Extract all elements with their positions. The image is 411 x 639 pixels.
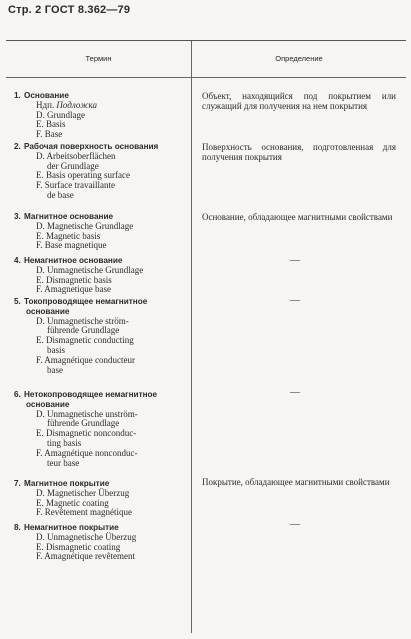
term-entry-2	[14, 142, 188, 201]
definition-8: —	[290, 519, 300, 530]
column-header-term: Термин	[85, 54, 112, 63]
definition-7: Покрытие, обладающее магнитными свойствами	[202, 477, 390, 487]
synonym-prefix: Ндп.	[36, 99, 55, 110]
translation-de: D. Unmagnetische Grundlage	[36, 264, 144, 275]
definition-6: —	[290, 387, 300, 398]
term-entry-7	[14, 479, 188, 518]
term-number: 8.	[14, 523, 21, 532]
translation-de-cont: führende Grundlage	[47, 325, 120, 336]
translation-fr: F. Amagnétique nonconduc-	[36, 447, 138, 458]
translation-en: E. Magnetic coating	[36, 497, 109, 508]
translation-en: E. Dismagnetic basis	[36, 274, 112, 285]
definition-1: Объект, находящийся под покрытием или служащий для получения на нем покрытия	[202, 91, 396, 111]
column-header-definition: Определение	[275, 54, 323, 63]
translation-fr-cont: base	[47, 364, 63, 375]
translation-en: E. Dismagnetic conducting	[36, 335, 134, 346]
term-number: 6.	[14, 390, 21, 399]
terms-table	[6, 40, 406, 633]
translation-fr-cont: teur base	[47, 457, 80, 468]
term-number: 2.	[14, 142, 21, 151]
term-number: 7.	[14, 479, 21, 488]
translation-en: E. Basis	[36, 119, 66, 130]
term-number: 1.	[14, 91, 21, 100]
term-name: Магнитное покрытие	[24, 479, 110, 488]
translation-fr: F. Amagnetique base	[36, 284, 112, 295]
translation-de: D. Grundlage	[36, 109, 85, 120]
term-entry-8	[14, 523, 188, 562]
definition-2: Поверхность основания, подготовленная для получения покрытия	[202, 142, 396, 162]
term-entry-1	[14, 91, 188, 140]
translation-fr: F. Base	[36, 129, 63, 140]
translation-fr-cont: de base	[47, 189, 74, 200]
term-number: 4.	[14, 256, 21, 265]
translation-fr: F. Amagnétique conducteur	[36, 354, 136, 365]
translation-fr: F. Amagnétique revêtement	[36, 551, 135, 562]
term-name: Основание	[24, 91, 69, 100]
translation-en-cont: basis	[47, 344, 65, 355]
translation-en: E. Basis operating surface	[36, 170, 130, 181]
translation-fr: F. Surface travaillante	[36, 180, 115, 191]
term-entry-3	[14, 212, 188, 251]
term-entry-5	[14, 297, 188, 375]
translation-fr: F. Revêtement magnétique	[36, 507, 133, 518]
definition-4: —	[290, 255, 300, 266]
column-divider	[191, 41, 192, 633]
term-number: 3.	[14, 212, 21, 221]
term-number: 5.	[14, 297, 21, 306]
term-name: Магнитное основание	[24, 212, 114, 221]
term-entry-4	[14, 256, 188, 295]
page-header: Стр. 2 ГОСТ 8.362—79	[8, 4, 131, 16]
translation-de: D. Magnetischer Überzug	[36, 487, 130, 498]
definition-3: Основание, обладающее магнитными свойствами	[202, 212, 393, 222]
term-name: Токопроводящее немагнитное основание	[24, 297, 148, 316]
translation-en: E. Dismagnetic nonconduc-	[36, 428, 137, 439]
translation-en-cont: ting basis	[47, 437, 82, 448]
header-divider	[6, 77, 406, 78]
translation-de: D. Arbeitsoberflächen	[36, 150, 116, 161]
translation-en: E. Dismagnetic coating	[36, 541, 121, 552]
translation-fr: F. Base magnetique	[36, 240, 107, 251]
term-name: Нетокопроводящее немагнитное основание	[24, 390, 158, 409]
translation-de: D. Magnetische Grundlage	[36, 220, 134, 231]
translation-de-cont: der Grundlage	[47, 160, 99, 171]
synonym: Подложка	[56, 99, 98, 110]
term-name: Рабочая поверхность основания	[24, 142, 159, 151]
translation-de: D. Unmagnetische ström-	[36, 315, 129, 326]
translation-de: D. Unmagnetische Überzug	[36, 531, 137, 542]
term-name: Немагнитное покрытие	[24, 523, 119, 532]
definition-5: —	[290, 295, 300, 306]
translation-de-cont: führende Grundlage	[47, 418, 120, 429]
term-name: Немагнитное основание	[24, 256, 123, 265]
term-entry-6	[14, 390, 188, 468]
translation-de: D. Unmagnetische unström-	[36, 408, 138, 419]
translation-en: E. Magnetic basis	[36, 230, 101, 241]
